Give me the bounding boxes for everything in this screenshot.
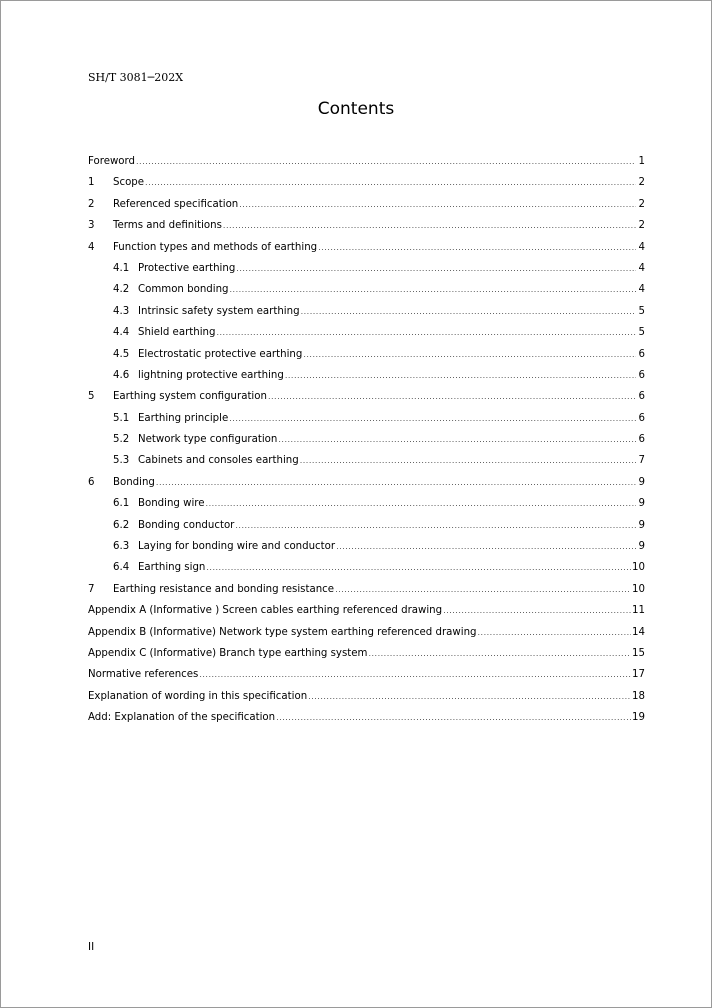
toc-entry-page: 4 [638, 241, 645, 253]
toc-entry-title: Earthing resistance and bonding resistance [113, 583, 335, 595]
toc-entry-page: 9 [638, 498, 645, 510]
toc-entry[interactable] [88, 365, 645, 386]
toc-entry-page: 10 [632, 583, 645, 595]
toc-entry-title: Laying for bonding wire and conductor [138, 541, 336, 553]
toc-entry-title: Electrostatic protective earthing [138, 348, 303, 360]
toc-dot-leader [308, 686, 631, 707]
toc-entry-page: 11 [632, 605, 645, 617]
toc-entry-title: Function types and methods of earthing [113, 241, 318, 253]
toc-entry-page: 18 [632, 690, 645, 702]
toc-entry-number: 5.2 [113, 434, 130, 446]
toc-dot-leader [239, 194, 636, 215]
toc-dot-leader [223, 215, 636, 236]
toc-entry[interactable] [88, 600, 645, 621]
toc-entry-number: 6.3 [113, 541, 130, 553]
toc-dot-leader [229, 408, 636, 429]
toc-entry[interactable] [88, 386, 645, 407]
toc-dot-leader [278, 429, 636, 450]
toc-entry-title: Bonding wire [138, 498, 205, 510]
toc-entry[interactable] [88, 301, 645, 322]
toc-entry[interactable] [88, 664, 645, 685]
toc-entry-title: Protective earthing [138, 262, 236, 274]
toc-entry-title: Terms and definitions [113, 220, 222, 232]
toc-entry-number: 4.4 [113, 327, 130, 339]
toc-entry-number: 5 [88, 391, 95, 403]
toc-entry[interactable] [88, 279, 645, 300]
toc-dot-leader [136, 151, 636, 172]
toc-entry-title: Common bonding [138, 284, 229, 296]
toc-entry-title: Network type configuration [138, 434, 278, 446]
toc-entry[interactable] [88, 172, 645, 193]
toc-entry[interactable] [88, 579, 645, 600]
toc-dot-leader [285, 365, 636, 386]
toc-entry-page: 9 [638, 519, 645, 531]
toc-entry[interactable] [88, 194, 645, 215]
toc-dot-leader [301, 301, 636, 322]
toc-entry-title: lightning protective earthing [138, 369, 284, 381]
toc-entry-number: 6.2 [113, 519, 130, 531]
toc-entry[interactable] [88, 450, 645, 471]
toc-dot-leader [145, 172, 636, 193]
toc-dot-leader [300, 450, 636, 471]
toc-entry[interactable] [88, 408, 645, 429]
toc-entry-page: 17 [632, 669, 645, 681]
toc-entry-number: 5.3 [113, 455, 130, 467]
toc-entry[interactable] [88, 643, 645, 664]
toc-entry[interactable] [88, 344, 645, 365]
toc-entry-number: 6.4 [113, 562, 130, 574]
toc-dot-leader [303, 344, 636, 365]
toc-entry-number: 5.1 [113, 412, 130, 424]
toc-entry-number: 7 [88, 583, 95, 595]
toc-entry[interactable] [88, 322, 645, 343]
page-title: Contents [317, 99, 395, 119]
toc-entry-page: 9 [638, 476, 645, 488]
toc-entry[interactable] [88, 557, 645, 578]
toc-dot-leader [156, 472, 636, 493]
toc-dot-leader [230, 279, 637, 300]
toc-entry[interactable] [88, 429, 645, 450]
toc-entry-number: 4.1 [113, 262, 130, 274]
toc-entry-page: 6 [638, 412, 645, 424]
toc-entry-page: 9 [638, 541, 645, 553]
toc-dot-leader [443, 600, 631, 621]
toc-entry-title: Foreword [88, 156, 136, 167]
toc-entry[interactable] [88, 258, 645, 279]
toc-entry[interactable] [88, 622, 645, 643]
toc-entry[interactable] [88, 472, 645, 493]
toc-entry-title: Normative references [88, 669, 199, 681]
toc-entry-title: Scope [113, 177, 145, 189]
toc-entry-number: 6 [88, 476, 95, 488]
toc-entry-page: 15 [632, 647, 645, 659]
toc-entry-page: 1 [638, 156, 645, 167]
toc-entry-title: Appendix A (Informative ) Screen cables earthing referenced drawing [88, 605, 443, 617]
toc-entry-page: 6 [638, 348, 645, 360]
toc-entry-title: Explanation of wording in this specification [88, 690, 308, 702]
toc-entry-page: 14 [632, 626, 645, 638]
toc-entry-page: 6 [638, 434, 645, 446]
toc-entry-page: 2 [638, 177, 645, 189]
toc-entry-page: 7 [638, 455, 645, 467]
toc-dot-leader [206, 493, 636, 514]
toc-dot-leader [368, 643, 631, 664]
table-of-contents [88, 151, 645, 729]
toc-dot-leader [199, 664, 631, 685]
toc-entry-page: 4 [638, 262, 645, 274]
toc-entry-number: 3 [88, 220, 95, 232]
toc-entry-page: 6 [638, 391, 645, 403]
toc-entry-title: Bonding conductor [138, 519, 235, 531]
toc-entry[interactable] [88, 536, 645, 557]
toc-dot-leader [276, 707, 631, 728]
toc-entry-title: Intrinsic safety system earthing [138, 305, 300, 317]
toc-entry-number: 1 [88, 177, 95, 189]
toc-entry-page: 5 [638, 305, 645, 317]
toc-entry-number: 2 [88, 198, 95, 210]
toc-entry[interactable] [88, 237, 645, 258]
toc-entry-number: 4.2 [113, 284, 130, 296]
toc-entry-title: Appendix B (Informative) Network type system earthing referenced drawing [88, 626, 477, 638]
toc-entry-number: 4.5 [113, 348, 130, 360]
toc-entry-title: Earthing sign [138, 562, 206, 574]
toc-entry[interactable] [88, 686, 645, 707]
page-number: II [88, 941, 95, 953]
toc-entry[interactable] [88, 493, 645, 514]
toc-dot-leader [335, 579, 631, 600]
document-code: SH/T 3081─202X [88, 71, 184, 84]
toc-entry-title: Appendix C (Informative) Branch type earthing system [88, 647, 368, 659]
toc-entry[interactable] [88, 151, 645, 172]
toc-entry-title: Earthing principle [138, 412, 229, 424]
toc-entry-title: Bonding [113, 476, 155, 488]
toc-entry-page: 6 [638, 369, 645, 381]
toc-entry[interactable] [88, 707, 645, 728]
toc-entry-page: 4 [638, 284, 645, 296]
toc-entry-page: 2 [638, 198, 645, 210]
toc-dot-leader [336, 536, 636, 557]
toc-dot-leader [478, 622, 632, 643]
toc-entry[interactable] [88, 515, 645, 536]
toc-dot-leader [216, 322, 636, 343]
toc-entry-number: 4 [88, 241, 95, 253]
toc-dot-leader [206, 557, 631, 578]
toc-dot-leader [268, 386, 636, 407]
toc-dot-leader [235, 515, 636, 536]
toc-dot-leader [318, 237, 636, 258]
toc-entry-title: Add: Explanation of the specification [88, 712, 276, 724]
toc-entry-page: 2 [638, 220, 645, 232]
toc-entry-number: 4.3 [113, 305, 130, 317]
toc-entry-title: Shield earthing [138, 327, 216, 339]
toc-entry-page: 10 [632, 562, 645, 574]
toc-entry-page: 5 [638, 327, 645, 339]
toc-entry-title: Referenced specification [113, 198, 239, 210]
toc-entry-title: Cabinets and consoles earthing [138, 455, 299, 467]
toc-entry-number: 6.1 [113, 498, 130, 510]
toc-entry-page: 19 [632, 712, 645, 724]
toc-entry[interactable] [88, 215, 645, 236]
toc-entry-title: Earthing system configuration [113, 391, 267, 403]
toc-entry-number: 4.6 [113, 369, 130, 381]
toc-dot-leader [236, 258, 636, 279]
